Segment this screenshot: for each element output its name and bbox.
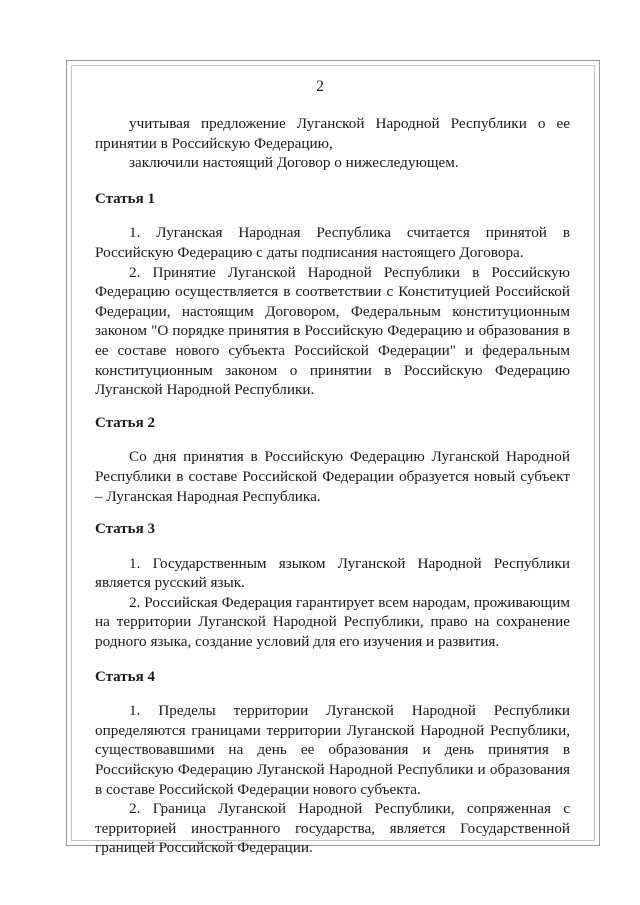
article-2-paragraph-1: Со дня принятия в Российскую Федерацию Луганской Народной Республики в составе Российской Федерации образуется новый субъект – Луганская Народная Республика. <box>95 448 570 505</box>
page-number: 2 <box>316 78 324 95</box>
preamble-clause: учитывая предложение Луганской Народной Республики о ее принятии в Российскую Федерацию, <box>95 115 570 152</box>
article-3-paragraph-1: 1. Государственным языком Луганской Народной Республики является русский язык. <box>95 554 570 592</box>
article-4-title: Статья 4 <box>95 668 155 685</box>
article-1-title: Статья 1 <box>95 190 155 207</box>
article-2-title: Статья 2 <box>95 414 155 431</box>
article-3-title: Статья 3 <box>95 521 155 538</box>
article-1-paragraph-2: 2. Принятие Луганской Народной Республики в Российскую Федерацию осуществляется в соответствии с Конституцией Российской Федерации, настоящим Договором, Федеральным конституционным законом "О порядке принятия в Российскую Федерацию и образования в ее составе нового субъекта Российской Федерации" и федеральным конституционным законом о принятии в Российскую Федерацию Луганской Народной Республики. <box>95 263 570 399</box>
article-4-paragraph-1: 1. Пределы территории Луганской Народной Республики определяются границами территории Луганской Народной Республики, существовавшими на день ее образования и день принятия в Российскую Федерацию Луганской Народной Республики и образования в составе Российской Федерации нового субъекта. <box>95 702 570 798</box>
article-4-paragraph-2: 2. Граница Луганской Народной Республики, сопряженная с территорией иностранного государства, является Государственной границей Российской Федерации. <box>95 800 570 857</box>
article-3-paragraph-2: 2. Российская Федерация гарантирует всем народам, проживающим на территории Луганской Народной Республики, право на сохранение родного языка, создание условий для его изучения и развития. <box>95 593 570 651</box>
article-1-paragraph-1: 1. Луганская Народная Республика считается принятой в Российскую Федерацию с даты подписания настоящего Договора. <box>95 224 570 261</box>
preamble-conclusion: заключили настоящий Договор о нижеследующем. <box>129 154 459 172</box>
document-body <box>95 114 570 858</box>
